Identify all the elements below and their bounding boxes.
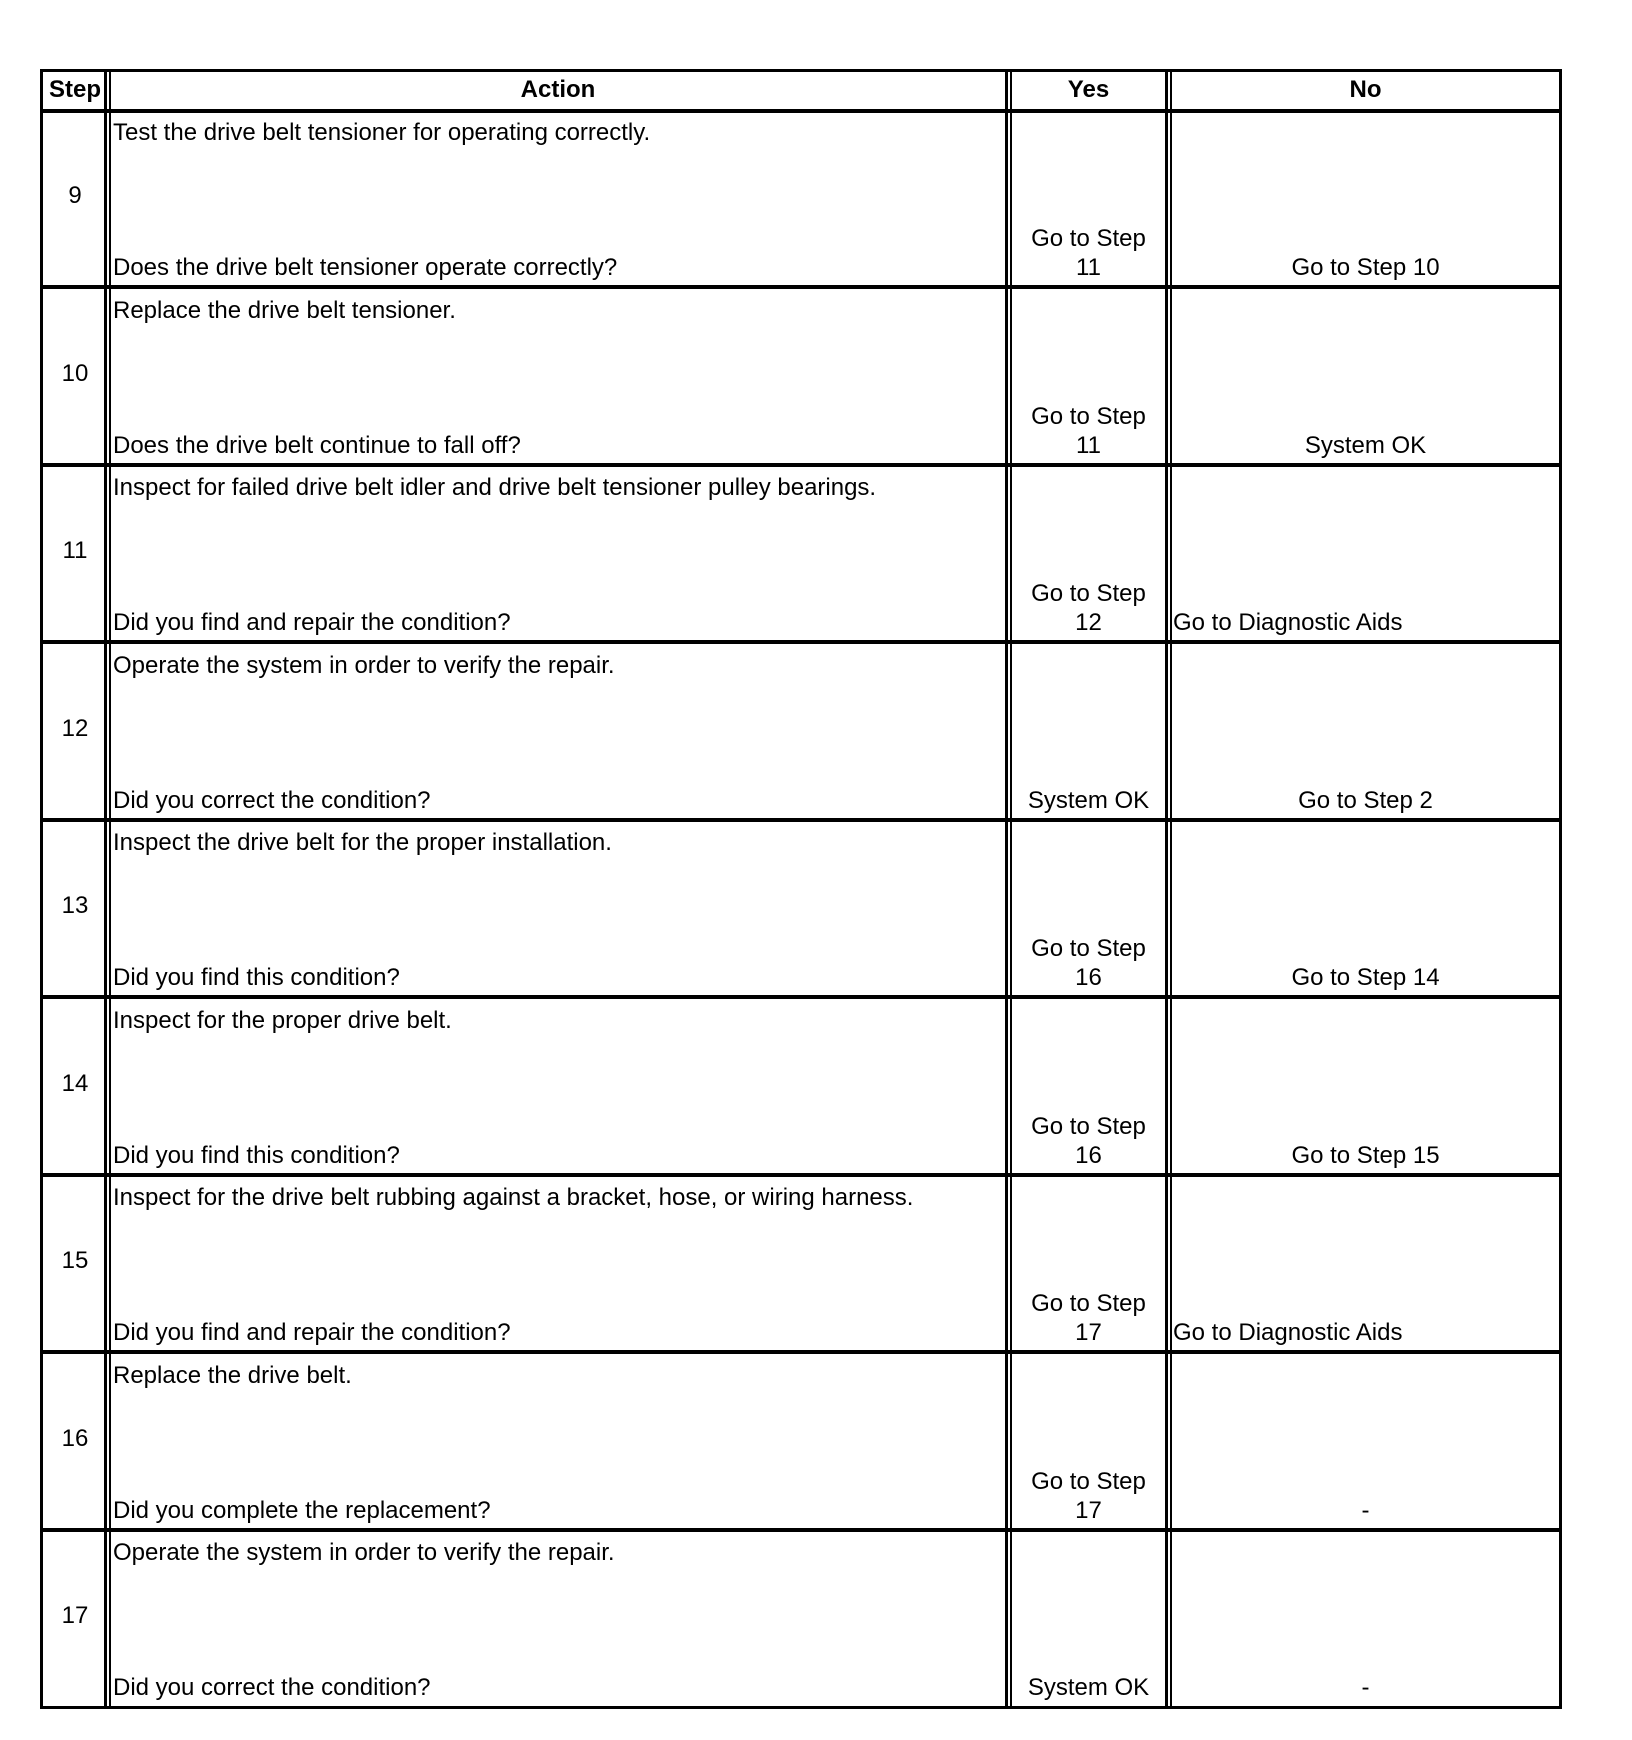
column-divider <box>104 72 111 1706</box>
yes-result-line1: Go to Step <box>1031 225 1146 252</box>
step-number: 12 <box>61 714 89 742</box>
action-question: Did you correct the condition? <box>113 786 431 814</box>
yes-result-line1: Go to Step <box>1031 1467 1146 1495</box>
step-number: 9 <box>68 182 82 209</box>
row-divider <box>43 1173 1559 1177</box>
step-number: 17 <box>61 1602 89 1629</box>
action-question: Does the drive belt tensioner operate correctly? <box>113 254 618 281</box>
action-instruction: Inspect for the proper drive belt. <box>113 1006 452 1034</box>
header-action: Action <box>520 76 596 103</box>
yes-result-line1: Go to Step <box>1031 580 1146 607</box>
yes-result-line2: 11 <box>1076 254 1101 281</box>
yes-result-line1: Go to Step <box>1031 402 1146 430</box>
header-no: No <box>1349 76 1382 103</box>
yes-result-line1: Go to Step <box>1031 1290 1146 1317</box>
action-question: Did you find and repair the condition? <box>113 1319 511 1346</box>
step-number: 14 <box>61 1069 89 1097</box>
action-instruction: Replace the drive belt tensioner. <box>113 296 456 324</box>
action-question: Does the drive belt continue to fall off? <box>113 431 521 459</box>
no-result: Go to Step 14 <box>1291 964 1440 991</box>
row-divider <box>43 1350 1559 1354</box>
no-result: - <box>1361 1496 1370 1524</box>
header-yes: Yes <box>1067 76 1110 103</box>
row-divider <box>43 285 1559 289</box>
yes-result-line1: Go to Step <box>1031 1112 1146 1140</box>
step-number: 16 <box>61 1424 89 1452</box>
action-question: Did you find this condition? <box>113 964 400 991</box>
yes-result-line1: Go to Step <box>1031 935 1146 962</box>
no-result: System OK <box>1304 431 1427 459</box>
no-result: - <box>1361 1674 1370 1701</box>
yes-result-line2: 12 <box>1075 609 1102 636</box>
header-divider <box>43 109 1559 113</box>
action-instruction: Inspect for the drive belt rubbing against a bracket, hose, or wiring harness. <box>113 1184 914 1211</box>
row-divider <box>43 995 1559 999</box>
no-result: Go to Step 10 <box>1291 254 1440 281</box>
row-divider <box>43 463 1559 467</box>
yes-result-line2: 16 <box>1075 1141 1102 1169</box>
action-question: Did you complete the replacement? <box>113 1496 491 1524</box>
yes-result-line2: 11 <box>1076 431 1101 459</box>
column-divider <box>1005 72 1012 1706</box>
action-instruction: Operate the system in order to verify the repair. <box>113 1539 615 1566</box>
yes-result-line2: 17 <box>1075 1319 1102 1346</box>
action-instruction: Inspect the drive belt for the proper installation. <box>113 829 612 856</box>
no-result: Go to Diagnostic Aids <box>1173 1319 1403 1346</box>
no-result: Go to Step 15 <box>1291 1141 1440 1169</box>
diagnostic-table <box>40 69 1562 1709</box>
yes-result-line2: 17 <box>1075 1496 1102 1524</box>
row-divider <box>43 818 1559 822</box>
yes-result-line2: 16 <box>1075 964 1102 991</box>
no-result: Go to Step 2 <box>1298 786 1433 814</box>
step-number: 11 <box>62 537 88 564</box>
step-number: 15 <box>61 1247 89 1274</box>
no-result: Go to Diagnostic Aids <box>1173 609 1403 636</box>
row-divider <box>43 640 1559 644</box>
step-number: 13 <box>61 892 89 919</box>
action-instruction: Inspect for failed drive belt idler and drive belt tensioner pulley bearings. <box>113 474 877 501</box>
step-number: 10 <box>61 359 89 387</box>
row-divider <box>43 1528 1559 1532</box>
action-instruction: Replace the drive belt. <box>113 1361 352 1389</box>
action-question: Did you correct the condition? <box>113 1674 431 1701</box>
yes-result-line2: System OK <box>1027 786 1150 814</box>
action-instruction: Test the drive belt tensioner for operating correctly. <box>113 119 651 146</box>
column-divider <box>1165 72 1172 1706</box>
action-question: Did you find and repair the condition? <box>113 609 511 636</box>
action-question: Did you find this condition? <box>113 1141 400 1169</box>
yes-result-line2: System OK <box>1027 1674 1150 1701</box>
header-step: Step <box>48 76 101 103</box>
action-instruction: Operate the system in order to verify the repair. <box>113 651 615 679</box>
